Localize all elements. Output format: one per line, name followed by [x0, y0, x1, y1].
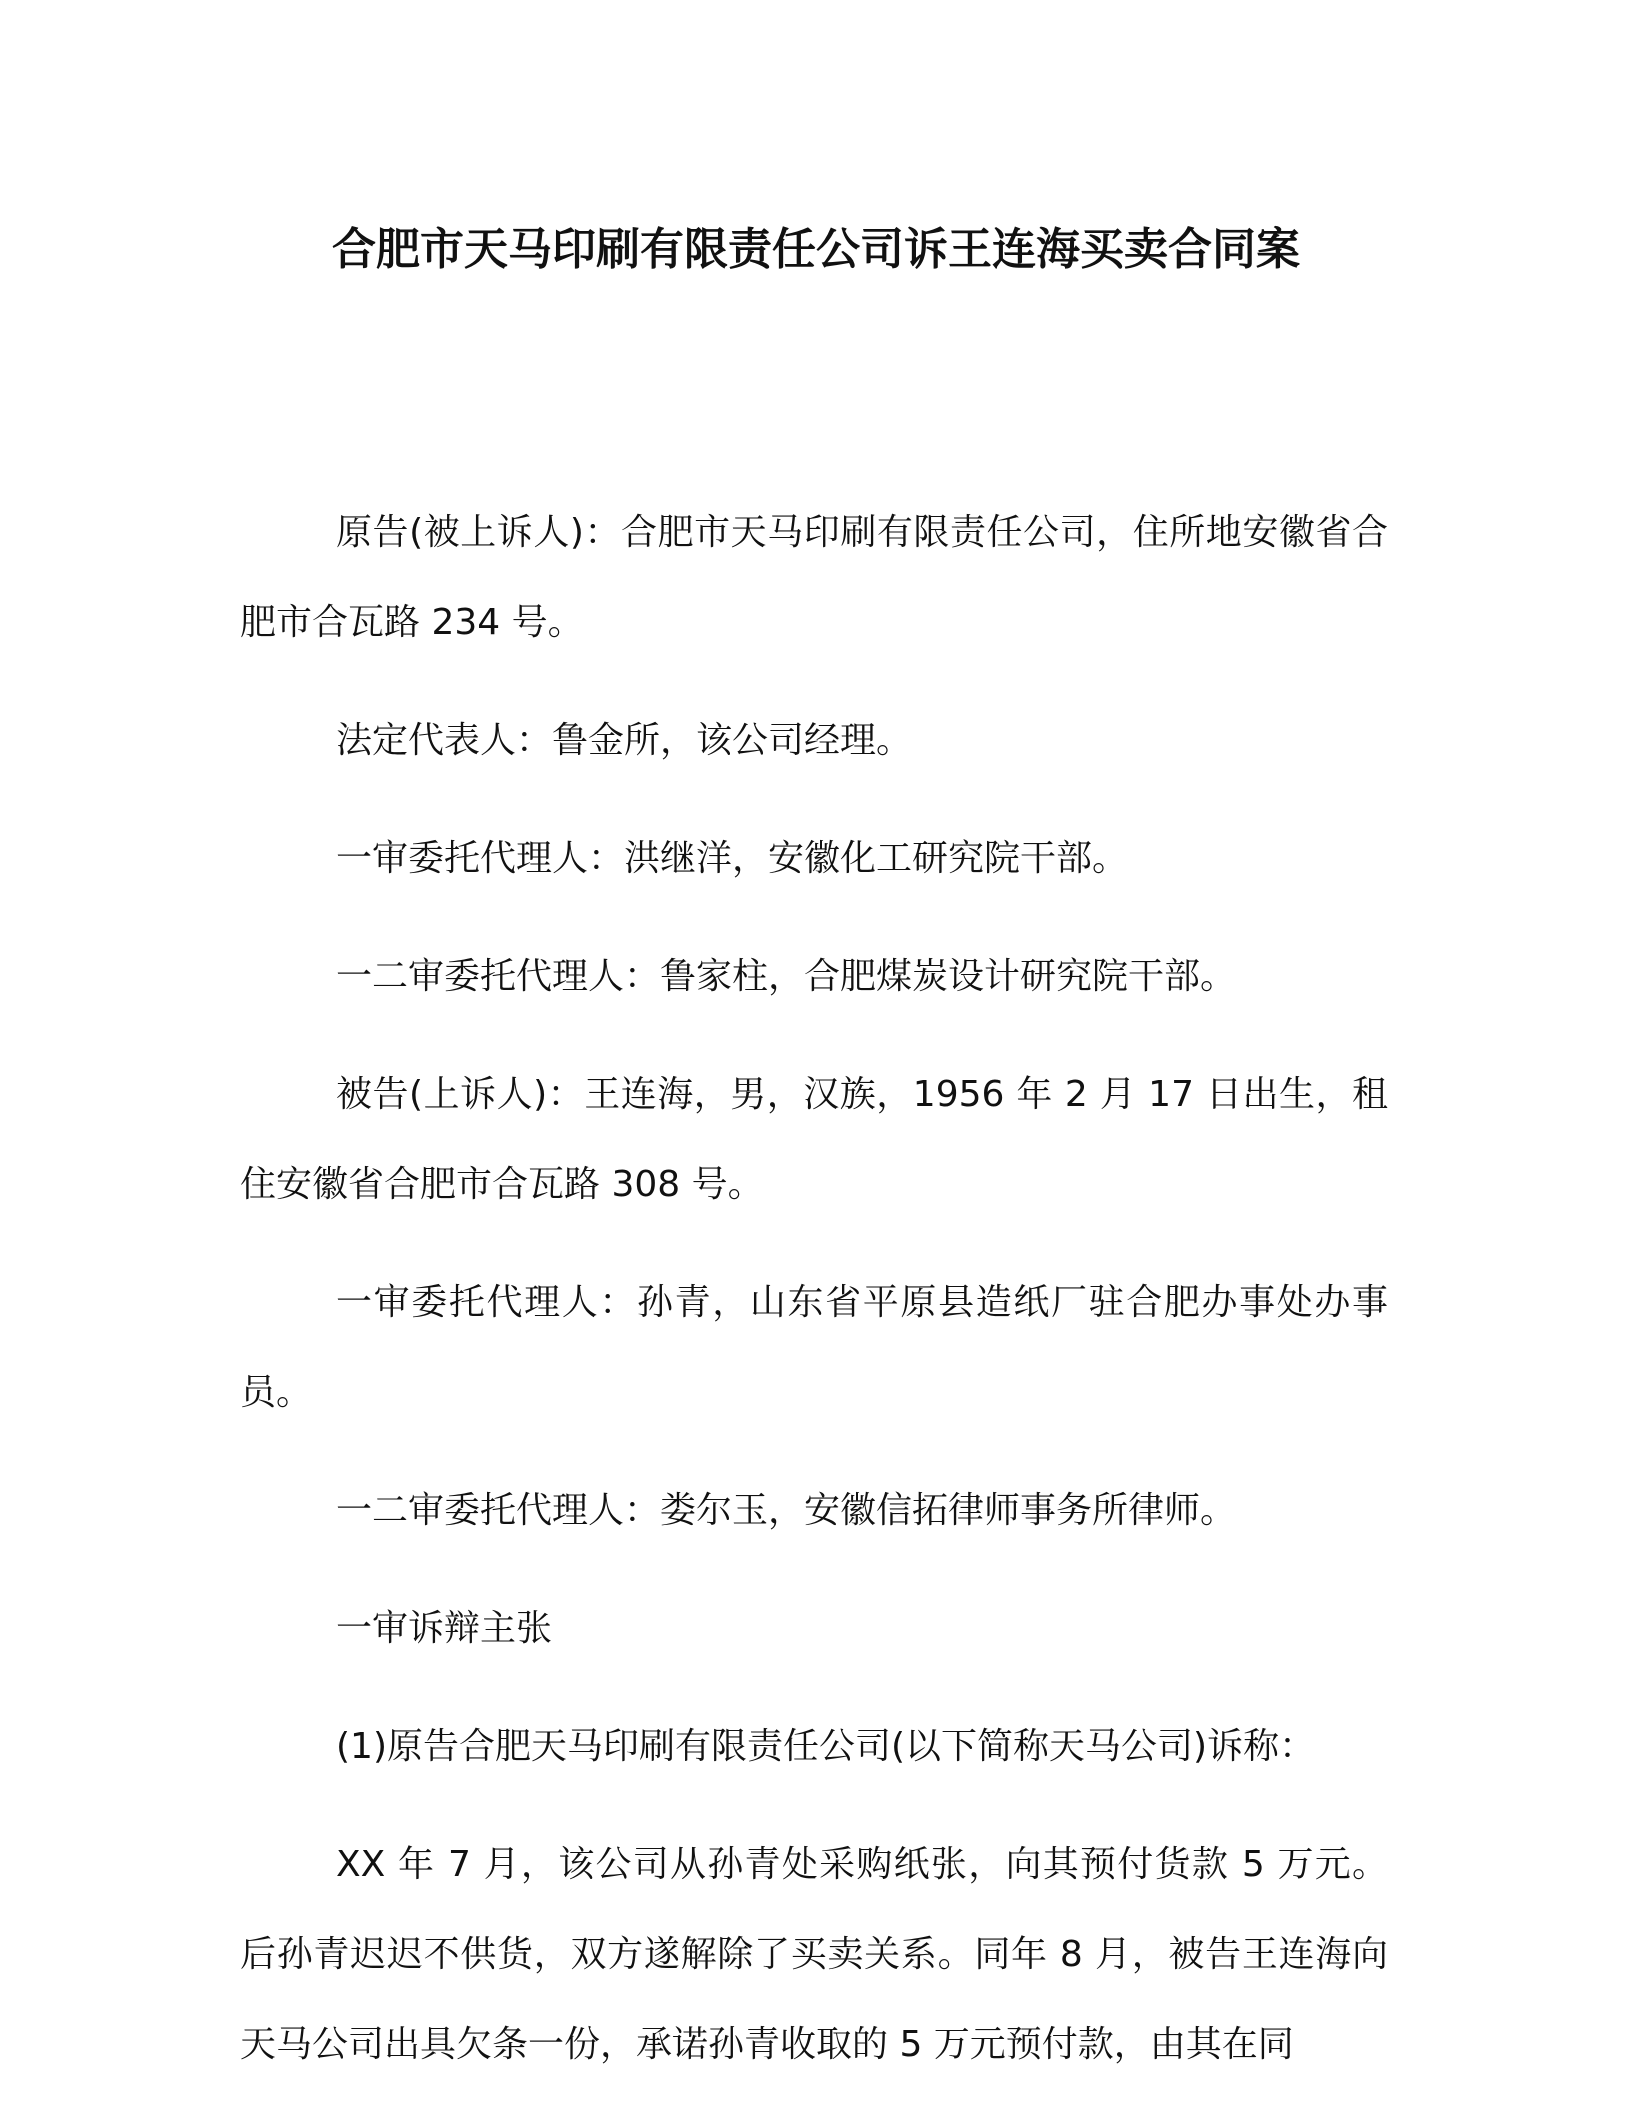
paragraph-legal-representative: 法定代表人：鲁金所，该公司经理。: [336, 720, 913, 761]
paragraph-plaintiff: 原告(被上诉人)：合肥市天马印刷有限责任公司，住所地安徽省合肥市合瓦路 234 号。: [240, 512, 1388, 643]
document-body: [240, 488, 1388, 2118]
paragraph-plaintiff-claims: (1)原告合肥天马印刷有限责任公司(以下简称天马公司)诉称：: [336, 1726, 1316, 1767]
paragraph-facts: XX 年 7 月，该公司从孙青处采购纸张，向其预付货款 5 万元。后孙青迟迟不供货，双方遂解除了买卖关系。同年 8 月，被告王连海向天马公司出具欠条一份，承诺孙青收取的 5 万元预付款，由其在同: [240, 1844, 1388, 2065]
paragraph-defendant: 被告(上诉人)：王连海，男，汉族，1956 年 2 月 17 日出生，租住安徽省合肥市合瓦路 308 号。: [240, 1074, 1388, 1205]
paragraph-defendant-first-agent: 一审委托代理人：孙青，山东省平原县造纸厂驻合肥办事处办事员。: [240, 1282, 1388, 1413]
paragraph-first-instance-agent: 一审委托代理人：洪继洋，安徽化工研究院干部。: [336, 838, 1129, 879]
section-heading-claims: 一审诉辩主张: [336, 1608, 553, 1649]
paragraph-defendant-both-agent: 一二审委托代理人：娄尔玉，安徽信拓律师事务所律师。: [336, 1490, 1237, 1531]
document-title: 合肥市天马印刷有限责任公司诉王连海买卖合同案: [332, 224, 1300, 275]
paragraph-both-instance-agent: 一二审委托代理人：鲁家柱，合肥煤炭设计研究院干部。: [336, 956, 1237, 997]
